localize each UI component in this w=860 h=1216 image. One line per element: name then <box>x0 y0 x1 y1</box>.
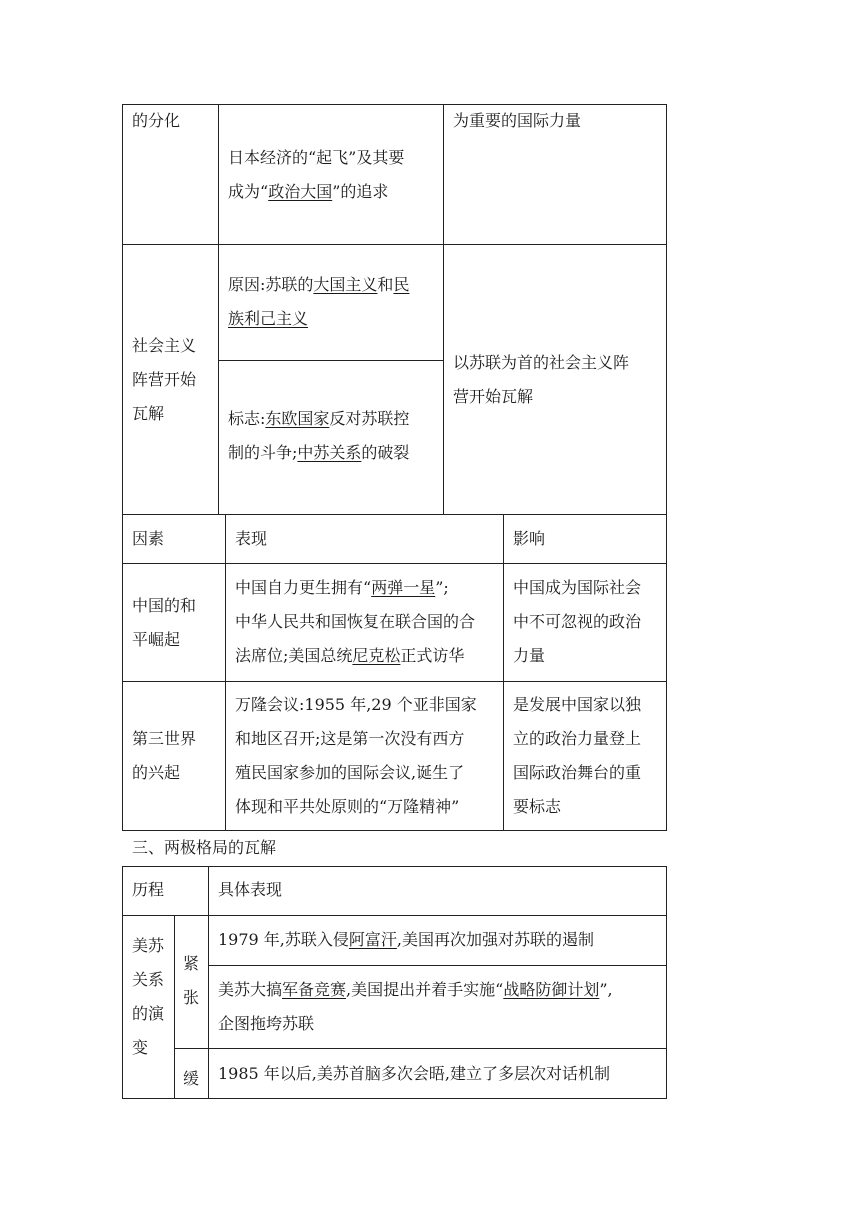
section-heading: 三、两极格局的瓦解 <box>132 838 277 857</box>
keyword-sdi: 战略防御计划 <box>503 980 600 999</box>
keyword-eastern-europe: 东欧国家 <box>265 409 330 428</box>
keyword-nixon: 尼克松 <box>352 646 401 665</box>
header-process: 历程 <box>132 880 165 899</box>
cell-china-performance: 中国自力更生拥有“两弹一星”; 中华人民共和国恢复在联合国的合 法席位;美国总统尼克松正式访华 <box>235 578 476 665</box>
cell-japan-impact: 为重要的国际力量 <box>453 111 582 130</box>
cell-third-world-performance: 万隆会议:1955 年,29 个亚非国家 和地区召开;这是第一次没有西方 殖民国家参加的国际会议,诞生了 体现和平共处原则的“万隆精神” <box>235 695 477 816</box>
header-details: 具体表现 <box>218 880 283 899</box>
header-impact: 影响 <box>513 529 546 548</box>
cell-china-rise: 中国的和 平崛起 <box>132 596 197 649</box>
header-performance: 表现 <box>235 529 268 548</box>
cell-sign: 标志:东欧国家反对苏联控 制的斗争;中苏关系的破裂 <box>228 409 410 462</box>
cell-easing: 缓 <box>182 1069 199 1088</box>
cell-third-world-impact: 是发展中国家以独 立的政治力量登上 国际政治舞台的重 要标志 <box>513 695 642 816</box>
cell-third-world: 第三世界 的兴起 <box>132 729 197 782</box>
cell-factor-western-split: 的分化 <box>132 111 181 130</box>
cell-japan-performance: 日本经济的“起飞”及其要 成为“政治大国”的追求 <box>228 148 405 201</box>
keyword-arms-race: 军备竞赛 <box>282 980 347 999</box>
cell-summits: 1985 年以后,美苏首脑多次会晤,建立了多层次对话机制 <box>218 1064 610 1083</box>
cell-afghanistan: 1979 年,苏联入侵阿富汗,美国再次加强对苏联的遏制 <box>218 930 595 949</box>
keyword-afghanistan: 阿富汗 <box>348 930 397 949</box>
header-factor: 因素 <box>132 529 165 548</box>
cell-socialist-impact: 以苏联为首的社会主义阵 营开始瓦解 <box>453 353 630 406</box>
cell-us-soviet-relations: 美苏 关系 的演 变 <box>132 936 165 1057</box>
cell-arms-race: 美苏大搞军备竞赛,美国提出并着手实施“战略防御计划”, 企图拖垮苏联 <box>218 980 613 1033</box>
cell-china-impact: 中国成为国际社会 中不可忽视的政治 力量 <box>513 578 642 665</box>
keyword-great-power-chauvinism: 大国主义 <box>313 275 378 294</box>
cell-tension: 紧 张 <box>182 954 199 1007</box>
keyword-national-egoism: 族利己主义 <box>228 309 309 328</box>
cell-factor-socialist-camp: 社会主义 阵营开始 瓦解 <box>132 336 197 423</box>
keyword-political-power: 政治大国 <box>268 182 333 201</box>
keyword-sino-soviet: 中苏关系 <box>297 443 362 462</box>
cell-cause: 原因:苏联的大国主义和民 族利己主义 <box>228 275 410 328</box>
keyword-two-bombs: 两弹一星 <box>371 578 436 597</box>
